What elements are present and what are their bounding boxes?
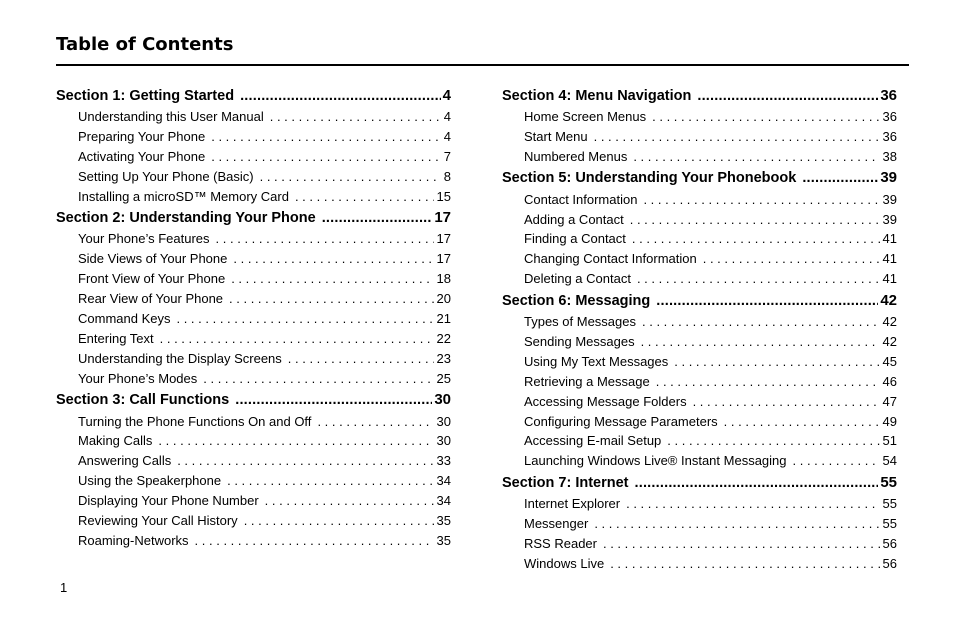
toc-entry[interactable] [502, 312, 897, 332]
dot-leader [189, 531, 434, 551]
section-title: Section 3: Call Functions [56, 392, 230, 409]
dot-leader [197, 369, 433, 389]
toc-entry[interactable] [502, 269, 897, 289]
section-title: Section 5: Understanding Your Phonebook [502, 170, 797, 187]
section-page-number: 36 [880, 86, 897, 104]
toc-entry[interactable] [502, 210, 897, 230]
section-page-number: 30 [434, 391, 451, 409]
dot-leader [661, 431, 879, 451]
dot-leader [170, 309, 433, 329]
toc-entry[interactable] [56, 309, 451, 329]
entry-page-number: 15 [436, 188, 451, 204]
dot-leader [635, 332, 880, 352]
entry-title: Start Menu [524, 128, 588, 144]
dot-leader [588, 514, 879, 534]
dot-leader [221, 471, 433, 491]
section-title: Section 7: Internet [502, 474, 629, 491]
toc-entry[interactable] [502, 494, 897, 514]
entry-title: Launching Windows Live® Instant Messaging [524, 453, 787, 469]
entry-page-number: 39 [882, 191, 897, 207]
toc-entry[interactable] [56, 249, 451, 269]
section-title: Section 6: Messaging [502, 292, 651, 309]
toc-entry[interactable] [502, 514, 897, 534]
entry-title: Numbered Menus [524, 148, 628, 164]
dot-leader [597, 534, 880, 554]
entry-page-number: 25 [436, 370, 451, 386]
toc-entry[interactable] [502, 392, 897, 412]
entry-page-number: 23 [436, 350, 451, 366]
dot-leader [225, 269, 433, 289]
section-page-number: 39 [880, 169, 897, 187]
section-title: Section 1: Getting Started [56, 87, 235, 104]
section-title: Section 2: Understanding Your Phone [56, 209, 316, 226]
dot-leader [311, 412, 433, 432]
toc-section-heading[interactable] [56, 207, 451, 229]
dot-leader [282, 349, 434, 369]
entry-page-number: 56 [882, 536, 897, 552]
toc-entry[interactable] [56, 127, 451, 147]
entry-title: Accessing Message Folders [524, 393, 687, 409]
dot-leader [254, 167, 441, 187]
dot-leader [636, 312, 880, 332]
dot-leader [234, 85, 441, 107]
dot-leader [624, 210, 880, 230]
toc-entry[interactable] [56, 329, 451, 349]
entry-page-number: 41 [882, 251, 897, 267]
toc-entry[interactable] [56, 431, 451, 451]
page-number: 1 [60, 580, 68, 595]
entry-title: Retrieving a Message [524, 373, 650, 389]
entry-page-number: 4 [443, 128, 451, 144]
dot-leader [588, 127, 880, 147]
dot-leader [223, 289, 434, 309]
entry-title: Rear View of Your Phone [78, 291, 224, 307]
toc-entry[interactable] [56, 531, 451, 551]
entry-page-number: 35 [436, 532, 451, 548]
entry-title: Types of Messages [524, 314, 636, 330]
entry-page-number: 51 [882, 433, 897, 449]
toc-entry[interactable] [502, 147, 897, 167]
toc-entry[interactable] [502, 127, 897, 147]
toc-entry[interactable] [502, 554, 897, 574]
entry-title: Sending Messages [524, 334, 635, 350]
dot-leader [229, 389, 432, 411]
entry-title: Adding a Contact [524, 211, 624, 227]
toc-entry[interactable] [56, 451, 451, 471]
dot-leader [697, 249, 880, 269]
entry-page-number: 20 [436, 291, 451, 307]
toc-entry[interactable] [502, 412, 897, 432]
entry-title: Roaming-Networks [78, 532, 189, 548]
dot-leader [631, 269, 880, 289]
entry-page-number: 34 [436, 473, 451, 489]
toc-section-heading[interactable] [502, 167, 897, 189]
entry-title: Side Views of Your Phone [78, 251, 228, 267]
toc-entry[interactable] [56, 167, 451, 187]
toc-section-heading[interactable] [502, 290, 897, 312]
toc-entry[interactable] [502, 107, 897, 127]
toc-entry[interactable] [502, 249, 897, 269]
entry-page-number: 41 [882, 271, 897, 287]
dot-leader [289, 187, 434, 207]
entry-title: Changing Contact Information [524, 251, 697, 267]
entry-page-number: 41 [882, 231, 897, 247]
dot-leader [691, 85, 878, 107]
entry-page-number: 34 [436, 493, 451, 509]
entry-title: Answering Calls [78, 453, 172, 469]
dot-leader [620, 494, 879, 514]
entry-title: Using My Text Messages [524, 353, 669, 369]
entry-title: Understanding this User Manual [78, 109, 264, 124]
toc-entry[interactable] [502, 431, 897, 451]
entry-title: Messenger [524, 516, 589, 532]
dot-leader [227, 249, 433, 269]
entry-page-number: 8 [443, 168, 451, 184]
dot-leader [687, 392, 880, 412]
toc-entry[interactable] [502, 229, 897, 249]
entry-page-number: 39 [882, 211, 897, 227]
entry-title: Preparing Your Phone [78, 128, 206, 144]
dot-leader [210, 229, 434, 249]
entry-page-number: 35 [436, 513, 451, 529]
dot-leader [637, 190, 879, 210]
dot-leader [205, 127, 441, 147]
toc-entry[interactable] [56, 349, 451, 369]
entry-title: Installing a microSD™ Memory Card [78, 188, 289, 204]
entry-title: Your Phone’s Modes [78, 370, 198, 386]
section-page-number: 4 [442, 86, 451, 104]
toc-column-left [56, 84, 451, 551]
section-page-number: 55 [880, 473, 897, 491]
toc-entry[interactable] [502, 451, 897, 471]
entry-title: Home Screen Menus [524, 109, 647, 124]
toc-entry[interactable] [502, 372, 897, 392]
toc-entry[interactable] [56, 471, 451, 491]
toc-entry[interactable] [56, 229, 451, 249]
page-title: Table of Contents [56, 34, 234, 55]
toc-section-heading[interactable] [502, 472, 897, 494]
entry-title: Your Phone’s Features [78, 231, 210, 247]
entry-title: Setting Up Your Phone (Basic) [78, 168, 254, 184]
toc-entry[interactable] [56, 412, 451, 432]
entry-page-number: 42 [882, 334, 897, 350]
entry-page-number: 21 [436, 311, 451, 327]
entry-title: Turning the Phone Functions On and Off [78, 413, 312, 429]
toc-entry[interactable] [56, 289, 451, 309]
entry-page-number: 36 [882, 128, 897, 144]
entry-title: Using the Speakerphone [78, 473, 222, 489]
dot-leader [646, 107, 879, 127]
toc-entry[interactable] [502, 534, 897, 554]
entry-page-number: 38 [882, 148, 897, 164]
entry-page-number: 18 [436, 271, 451, 287]
entry-page-number: 33 [436, 453, 451, 469]
section-page-number: 42 [880, 291, 897, 309]
entry-title: Front View of Your Phone [78, 271, 226, 287]
dot-leader [787, 451, 880, 471]
dot-leader [154, 329, 434, 349]
entry-title: Command Keys [78, 311, 171, 327]
entry-page-number: 17 [436, 231, 451, 247]
dot-leader [626, 229, 880, 249]
entry-page-number: 30 [436, 433, 451, 449]
toc-entry[interactable] [56, 511, 451, 531]
dot-leader [264, 107, 441, 127]
toc-section-heading[interactable] [56, 389, 451, 411]
entry-title: Making Calls [78, 433, 153, 449]
entry-title: Windows Live [524, 555, 605, 571]
entry-page-number: 30 [436, 413, 451, 429]
entry-page-number: 55 [882, 496, 897, 512]
entry-title: Entering Text [78, 330, 154, 346]
entry-title: Activating Your Phone [78, 148, 206, 164]
entry-title: Deleting a Contact [524, 271, 631, 287]
entry-page-number: 49 [882, 413, 897, 429]
title-divider [56, 64, 909, 66]
dot-leader [171, 451, 433, 471]
entry-title: Contact Information [524, 191, 638, 207]
dot-leader [627, 147, 879, 167]
dot-leader [629, 472, 879, 494]
toc-column-right [502, 84, 897, 574]
entry-page-number: 45 [882, 353, 897, 369]
dot-leader [650, 290, 878, 312]
entry-title: Internet Explorer [524, 496, 621, 512]
entry-title: Understanding the Display Screens [78, 350, 282, 366]
entry-page-number: 42 [882, 314, 897, 330]
section-title: Section 4: Menu Navigation [502, 87, 692, 104]
entry-title: Displaying Your Phone Number [78, 493, 259, 509]
dot-leader [718, 412, 880, 432]
dot-leader [152, 431, 433, 451]
toc-entry[interactable] [502, 190, 897, 210]
entry-title: Reviewing Your Call History [78, 513, 238, 529]
dot-leader [796, 167, 878, 189]
section-page-number: 17 [434, 208, 451, 226]
entry-page-number: 4 [443, 109, 451, 124]
entry-page-number: 22 [436, 330, 451, 346]
toc-entry[interactable] [56, 491, 451, 511]
dot-leader [238, 511, 434, 531]
entry-page-number: 55 [882, 516, 897, 532]
entry-page-number: 46 [882, 373, 897, 389]
dot-leader [604, 554, 879, 574]
entry-page-number: 56 [882, 555, 897, 571]
toc-entry[interactable] [56, 107, 451, 127]
entry-page-number: 17 [436, 251, 451, 267]
dot-leader [205, 147, 441, 167]
entry-title: Configuring Message Parameters [524, 413, 718, 429]
toc-entry[interactable] [56, 369, 451, 389]
toc-section-heading[interactable] [56, 85, 451, 107]
entry-page-number: 47 [882, 393, 897, 409]
entry-page-number: 36 [882, 109, 897, 124]
entry-title: Finding a Contact [524, 231, 626, 247]
dot-leader [316, 207, 433, 229]
toc-entry[interactable] [56, 269, 451, 289]
toc-entry[interactable] [56, 147, 451, 167]
dot-leader [668, 352, 879, 372]
entry-title: Accessing E-mail Setup [524, 433, 662, 449]
toc-entry[interactable] [502, 352, 897, 372]
entry-page-number: 7 [443, 148, 451, 164]
dot-leader [259, 491, 434, 511]
entry-page-number: 54 [882, 453, 897, 469]
toc-entry[interactable] [502, 332, 897, 352]
dot-leader [650, 372, 880, 392]
toc-entry[interactable] [56, 187, 451, 207]
toc-section-heading[interactable] [502, 85, 897, 107]
entry-title: RSS Reader [524, 536, 597, 552]
